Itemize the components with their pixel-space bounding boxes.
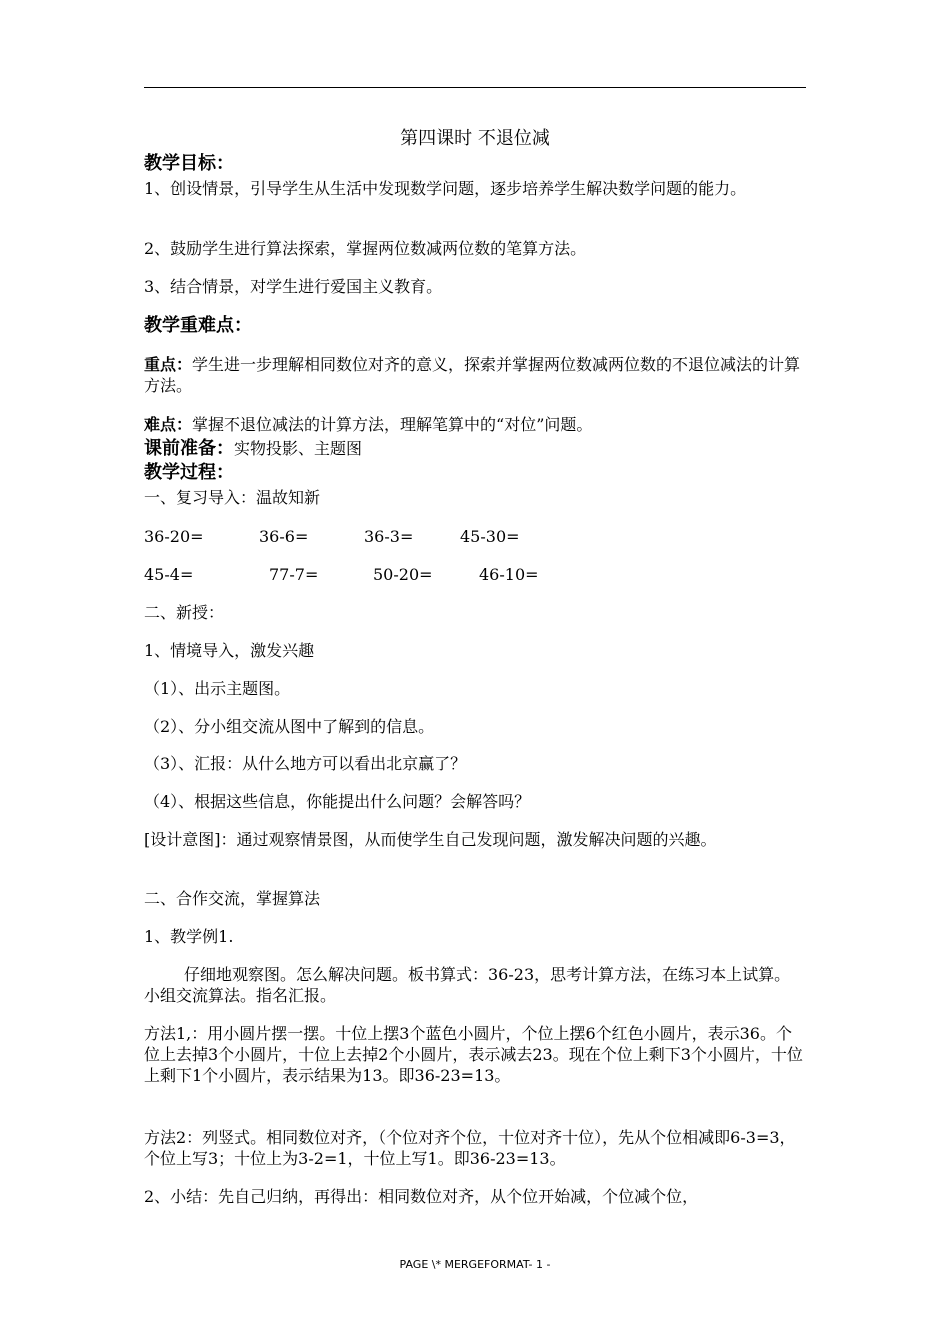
example-heading: 1、教学例1.: [144, 927, 234, 946]
calc-item: 36-3=: [364, 527, 414, 546]
step-item: （2）、分小组交流从图中了解到的信息。: [144, 717, 435, 736]
objective-item-3: 3、结合情景，对学生进行爱国主义教育。: [144, 277, 443, 296]
method-2: 方法2：列竖式。相同数位对齐，（个位对齐个位，十位对齐十位），先从个位相减即6-3=3，个位上写3；十位上为3-2=1，十位上写1。即36-23=13。: [144, 1128, 796, 1168]
objective-item-2: 2、鼓励学生进行算法探索，掌握两位数减两位数的笔算方法。: [144, 239, 587, 258]
difficult-point-label: 难点：: [144, 415, 193, 434]
example-text: 仔细地观察图。怎么解决问题。板书算式：36-23，思考计算方法，在练习本上试算。小组交流算法。指名汇报。: [144, 965, 791, 1005]
preparation-label: 课前准备：: [144, 438, 234, 459]
calc-item: 45-4=: [144, 565, 194, 584]
review-section: 一、复习导入：温故知新: [144, 488, 321, 507]
calc-item: 77-7=: [269, 565, 319, 584]
difficult-point-text: 掌握不退位减法的计算方法，理解笔算中的“对位”问题。: [192, 415, 593, 434]
calc-item: 46-10=: [479, 565, 539, 584]
summary-text: 2、小结：先自己归纳，再得出：相同数位对齐，从个位开始减，个位减个位，: [144, 1187, 699, 1206]
objective-item-1: 1、创设情景，引导学生从生活中发现数学问题，逐步培养学生解决数学问题的能力。: [144, 179, 747, 198]
key-point-label: 重点：: [144, 355, 193, 374]
calc-item: 45-30=: [460, 527, 520, 546]
preparation-text: 实物投影、主题图: [234, 439, 363, 458]
key-points-heading: 教学重难点：: [144, 315, 252, 336]
method-1: 方法1,：用小圆片摆一摆。十位上摆3个蓝色小圆片，个位上摆6个红色小圆片，表示36。个位上去掉3个小圆片，十位上去掉2个小圆片，表示减去23。现在个位上剩下3个小圆片，十位上剩下1个小圆片，表示结果为13。即36-23=13。: [144, 1024, 803, 1085]
intro-section: 1、情境导入，激发兴趣: [144, 641, 315, 660]
objectives-heading: 教学目标：: [144, 153, 234, 174]
preparation: [144, 438, 806, 460]
cooperate-section: 二、合作交流，掌握算法: [144, 889, 321, 908]
calc-item: 50-20=: [373, 565, 433, 584]
new-section: 二、新授：: [144, 603, 225, 622]
calc-item: 36-20=: [144, 527, 204, 546]
difficult-point: [144, 414, 806, 435]
step-item: （4）、根据这些信息，你能提出什么问题？会解答吗？: [144, 792, 531, 811]
header-rule: [144, 87, 806, 88]
page-title: 第四课时 不退位减: [400, 128, 550, 149]
key-point: [144, 354, 806, 396]
process-heading: 教学过程：: [144, 462, 234, 483]
step-item: （1）、出示主题图。: [144, 679, 291, 698]
design-intent: [设计意图]：通过观察情景图，从而使学生自己发现问题，激发解决问题的兴趣。: [144, 830, 717, 849]
step-item: （3）、汇报：从什么地方可以看出北京赢了？: [144, 754, 467, 773]
key-point-text: 学生进一步理解相同数位对齐的意义，探索并掌握两位数减两位数的不退位减法的计算方法。: [144, 355, 801, 395]
calc-item: 36-6=: [259, 527, 309, 546]
page-footer: PAGE \* MERGEFORMAT- 1 -: [399, 1258, 551, 1271]
